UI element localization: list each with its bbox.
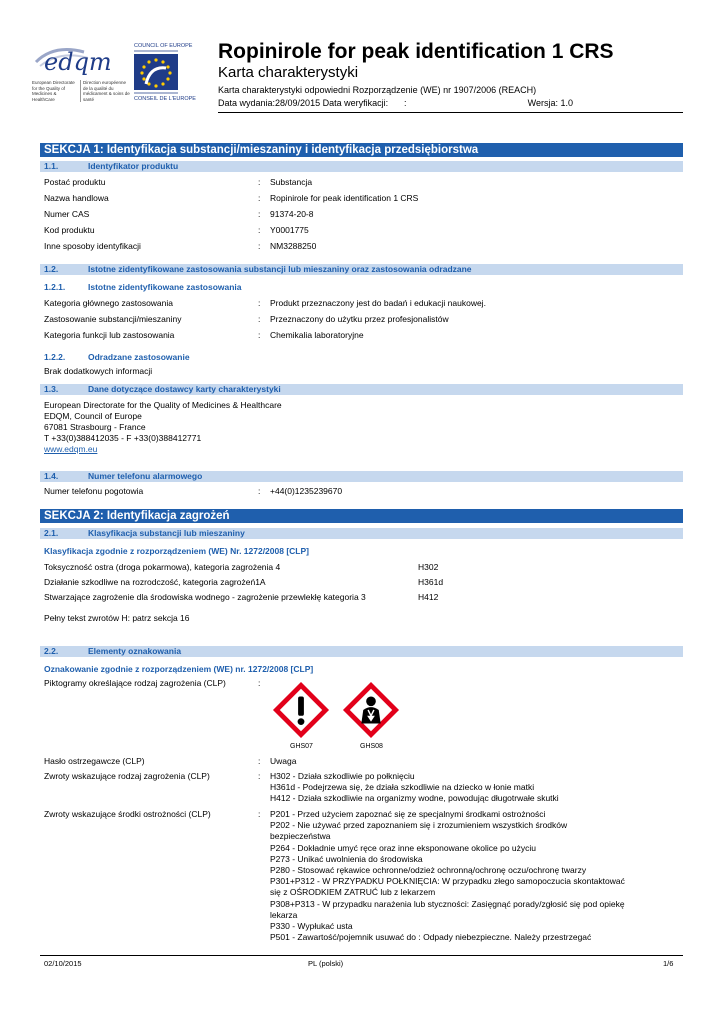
supplier-website-link[interactable]: www.edqm.eu [44,444,98,454]
subsection-title: Elementy oznakowania [88,646,182,656]
row-label: Numer telefonu pogotowia [44,486,144,496]
row-value: Chemikalia laboratoryjne [270,330,364,340]
table-row [44,298,684,309]
page-subtitle: Karta charakterystyki [218,64,359,81]
precaution-line: P301+P312 - W PRZYPADKU POŁKNIĘCIA: W przypadku złego samopoczucia skontaktować [270,876,625,887]
table-row [44,577,684,588]
footer-language: PL (polski) [308,959,344,968]
table-row [44,225,684,236]
subsection-2-1 [40,528,683,539]
row-colon: : [258,486,261,496]
table-row [44,314,684,325]
subsection-title: Istotne zidentyfikowane zastosowania substancji lub mieszaniny oraz zastosowania odradzane [88,264,472,274]
supplier-line: European Directorate for the Quality of Medicines & Healthcare [44,400,282,410]
row-label: Stwarzające zagrożenie dla środowiska wodnego - zagrożenie przewlekłę kategoria 3 [44,592,366,602]
precaution-line: P273 - Unikać uwolnienia do środowiska [270,853,423,864]
subsection-title: Numer telefonu alarmowego [88,471,203,481]
issue-date: Data wydania:28/09/2015 Data weryfikacji: [218,98,389,108]
footer-page-number: 1/6 [663,959,674,968]
header-divider [218,112,683,113]
row-colon: : [258,241,261,251]
row-colon: : [258,298,261,308]
subsection-2-2 [40,646,683,657]
clp-labelling-heading: Oznakowanie zgodnie z rozporządzeniem (WE) nr. 1272/2008 [CLP] [44,664,314,674]
hazard-code: H302 [418,562,439,572]
page-title: Ropinirole for peak identification 1 CRS [218,40,614,63]
subsection-number: 1.2.2. [44,352,66,362]
row-label: Zastosowanie substancji/mieszaniny [44,314,182,324]
subsection-number: 1.1. [44,161,59,171]
row-colon: : [258,209,261,219]
row-label: Piktogramy określające rodzaj zagrożenia (CLP) [44,678,226,688]
precaution-line: bezpieczeństwa [270,831,331,842]
row-colon: : [258,314,261,324]
row-colon: : [258,225,261,235]
precaution-line: P308+P313 - W przypadku narażenia lub styczności: Zasięgnąć porady/zgłosić się pod opiekę [270,898,625,909]
table-row [44,177,684,188]
supplier-line: 67081 Strasbourg - France [44,422,146,432]
row-label: Postać produktu [44,177,106,187]
subsection-1-3 [40,384,683,395]
row-label: Działanie szkodliwe na rozrodczość, kategoria zagrożeń1A [44,577,266,587]
table-row [44,241,684,252]
subsection-number: 1.4. [44,471,59,481]
subsection-number: 1.2. [44,264,59,274]
row-value: NM3288250 [270,241,317,251]
clp-classification-heading: Klasyfikacja zgodnie z rozporządzeniem (WE) Nr. 1272/2008 [CLP] [44,546,309,556]
dates-line [218,98,573,108]
table-row [44,209,684,220]
row-label: Toksyczność ostra (droga pokarmowa), kategoria zagrożenia 4 [44,562,281,572]
pictogram-label: GHS07 [290,743,313,750]
row-value: +44(0)1235239670 [270,486,343,496]
footer-date: 02/10/2015 [44,959,82,968]
row-label: Nazwa handlowa [44,193,109,203]
edqm-logo-text: edqm [44,48,112,76]
row-value: Przeznaczony do użytku przez profesjonalistów [270,314,449,324]
subsection-number: 1.2.1. [44,282,66,292]
precaution-line: P330 - Wypłukać usta [270,921,353,932]
subsection-title: Klasyfikacja substancji lub mieszaniny [88,528,245,538]
version: Wersja: 1.0 [527,98,573,108]
full-text-note: Pełny tekst zwrotów H: patrz sekcja 16 [44,613,190,623]
precaution-line: lekarza [270,909,298,920]
coe-bottom-text: CONSEIL DE L'EUROPE [134,96,196,102]
row-colon: : [258,771,261,781]
subsection-1-4 [40,471,683,482]
subsection-number: 1.3. [44,384,59,394]
row-label: Kategoria funkcji lub zastosowania [44,330,175,340]
precaution-line: P280 - Stosować rękawice ochronne/odzież ochronną/ochronę oczu/ochronę twarzy [270,865,587,876]
row-value: Y0001775 [270,225,309,235]
row-label: Zwroty wskazujące rodzaj zagrożenia (CLP) [44,771,210,781]
precaution-line: P202 - Nie używać przed zapoznaniem się i zrozumieniem wszystkich środków [270,820,568,831]
hazard-line: H412 - Działa szkodliwie na organizmy wodne, powodując długotrwałe skutki [270,793,559,804]
hazard-statements [270,771,559,805]
row-value: Ropinirole for peak identification 1 CRS [270,193,419,203]
table-row [44,562,684,573]
row-colon: : [258,809,261,819]
subsection-number: 2.1. [44,528,59,538]
regulation-text: Karta charakterystyki odpowiedni Rozporządzenie (WE) nr 1907/2006 (REACH) [218,85,537,95]
hazard-code: H412 [418,592,439,602]
table-row [44,330,684,341]
precaution-line: P264 - Dokładnie umyć ręce oraz inne eksponowane okolice po użyciu [270,842,537,853]
hazard-code: H361d [418,577,444,587]
row-colon: : [258,330,261,340]
row-colon: : [258,177,261,187]
supplier-line: T +33(0)388412035 - F +33(0)388412771 [44,433,202,443]
edqm-tagline-en: European Directorate for the Quality of Medicines & HealthCare [32,80,75,102]
precaution-line: P501 - Zawartość/pojemnik usuwać do : Odpady niebezpieczne. Należy przestrzegać [270,932,592,943]
row-value: Uwaga [270,756,297,766]
precaution-line: P201 - Przed użyciem zapoznać się ze specjalnymi środkami ostrożności [270,809,546,819]
subsection-title: Odradzane zastosowanie [88,352,190,362]
row-label: Zwroty wskazujące środki ostrożności (CLP) [44,809,211,819]
row-label: Hasło ostrzegawcze (CLP) [44,756,145,766]
precaution-line: się z OŚRODKIEM ZATRUĆ lub z lekarzem [270,887,436,898]
row-value: Produkt przeznaczony jest do badań i edukacji naukowej. [270,298,486,308]
coe-top-text: COUNCIL OF EUROPE [134,43,193,49]
ghs07-exclamation-icon [272,681,330,744]
pictogram-label: GHS08 [360,743,383,750]
subsection-1-1 [40,161,683,172]
table-row [44,486,684,497]
supplier-line: EDQM, Council of Europe [44,411,142,421]
row-value: Substancja [270,177,313,187]
header-logos [30,40,210,110]
section-2-title: SEKCJA 2: Identyfikacja zagrożeń [40,509,683,523]
subsection-title: Identyfikator produktu [88,161,179,171]
ghs08-health-hazard-icon [342,681,400,744]
footer-divider [40,955,683,956]
row-colon: : [258,756,261,766]
verification-colon: : [404,98,407,108]
table-row [44,592,684,603]
row-label: Numer CAS [44,209,90,219]
section-1-title: SEKCJA 1: Identyfikacja substancji/mieszaniny i identyfikacja przedsiębiorstwa [40,143,683,157]
subsection-number: 2.2. [44,646,59,656]
table-row [44,193,684,204]
precautionary-statements [270,809,625,943]
discouraged-use-text: Brak dodatkowych informacji [44,366,153,376]
row-value: 91374-20-8 [270,209,314,219]
hazard-line: H361d - Podejrzewa się, że działa szkodliwie na dziecko w łonie matki [270,782,535,793]
subsection-title: Dane dotyczące dostawcy karty charakterystyki [88,384,281,394]
row-label: Kategoria głównego zastosowania [44,298,174,308]
edqm-tagline-fr: Direction européenne de la qualité du médicament & soins de santé [80,80,131,102]
row-colon: : [258,678,261,688]
row-label: Kod produktu [44,225,95,235]
table-row [44,756,684,767]
subsection-1-2 [40,264,683,275]
hazard-line: H302 - Działa szkodliwie po połknięciu [270,771,415,781]
row-label: Inne sposoby identyfikacji [44,241,141,251]
subsection-title: Istotne zidentyfikowane zastosowania [88,282,242,292]
row-colon: : [258,193,261,203]
